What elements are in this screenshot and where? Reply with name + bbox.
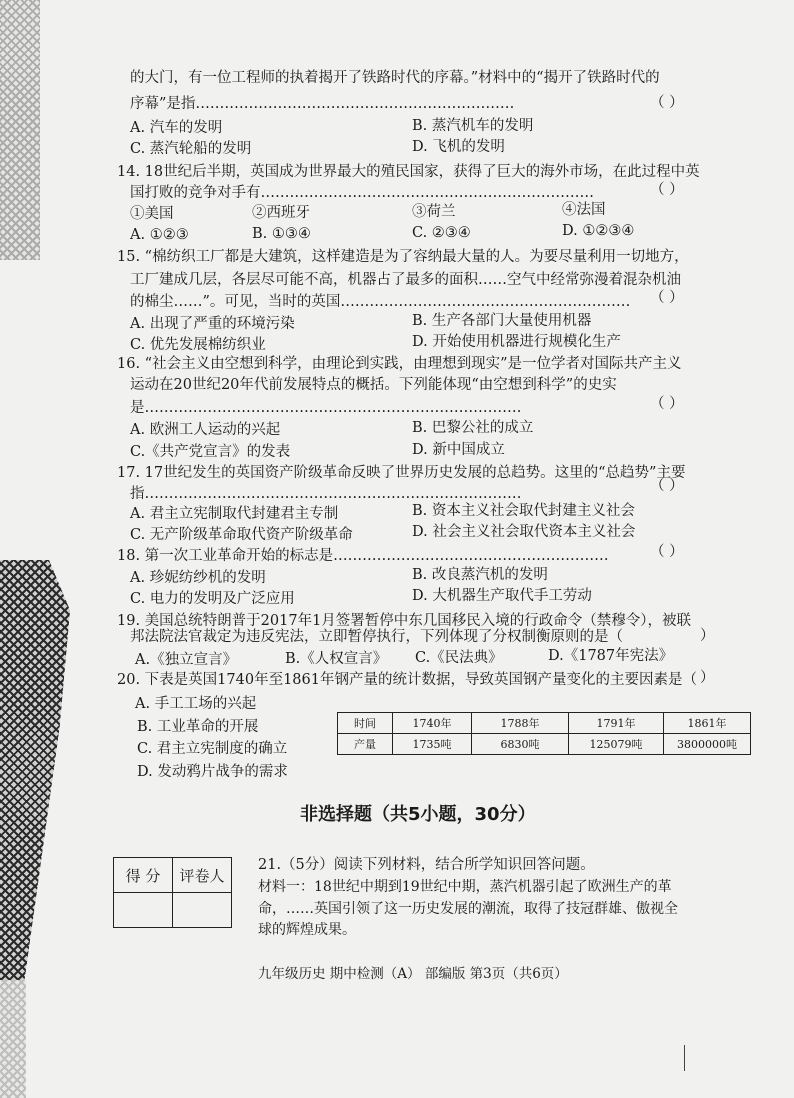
table-cell-year: 1861年 — [664, 713, 751, 734]
q17-stem-end: 指 — [130, 486, 145, 502]
table-row — [338, 734, 751, 755]
score-blank-cell[interactable] — [114, 893, 173, 928]
table-cell-output: 125079吨 — [569, 734, 664, 755]
table-row — [114, 858, 232, 893]
q13-stem-end: 序幕”是指 — [130, 96, 196, 112]
q15-line3: 的棉尘……”。可见，当时的英国…………………………………………………… — [130, 294, 631, 310]
q19-option-d: D.《1787年宪法》 — [548, 648, 674, 664]
q16-stem-end: 是 — [130, 400, 145, 416]
q15-line1: 15. “棉纺织工厂都是大建筑，这样建造是为了容纳最大量的人。为要尽量利用一切地方， — [117, 249, 689, 265]
q13-answer-paren[interactable]: （ ） — [650, 95, 684, 111]
q18-answer-paren[interactable]: （ ） — [650, 544, 684, 560]
q19-line1: 19. 美国总统特朗普于2017年1月签署暂停中东几国移民入境的行政命令（禁穆令），被联 — [117, 613, 692, 629]
scan-mark — [684, 1045, 685, 1071]
q15-stem-end: 的棉尘……”。可见，当时的英国 — [130, 294, 341, 310]
q20-option-a: A. 手工工场的兴起 — [135, 696, 257, 712]
page-footer: 九年级历史 期中检测（A） 部编版 第3页（共6页） — [258, 966, 568, 982]
score-header: 得 分 — [114, 858, 173, 893]
binding-edge-top — [0, 0, 40, 260]
q14-line2: 国打败的竞争对手有…………………………………………………………… — [130, 185, 594, 201]
q21-line3: 命，……英国引领了这一历史发展的潮流，取得了技冠群雄、傲视全 — [258, 901, 678, 917]
table-row — [338, 713, 751, 734]
q17-option-b: B. 资本主义社会取代封建主义社会 — [412, 503, 635, 519]
q14-stem-end: 国打败的竞争对手有 — [130, 185, 261, 201]
q15-option-c: C. 优先发展棉纺织业 — [130, 337, 266, 353]
q18-stem: 18. 第一次工业革命开始的标志是 — [117, 548, 334, 564]
q13-option-c: C. 蒸汽轮船的发明 — [130, 141, 252, 157]
binding-edge-bottom — [0, 980, 26, 1098]
q18-option-a: A. 珍妮纺纱机的发明 — [130, 570, 266, 586]
table-row-header-output: 产量 — [338, 734, 393, 755]
q19-answer-close[interactable]: ） — [700, 628, 715, 644]
q13-option-b: B. 蒸汽机车的发明 — [412, 118, 534, 134]
q14-line1: 14. 18世纪后半期，英国成为世界最大的殖民国家，获得了巨大的海外市场，在此过程中英 — [117, 164, 700, 180]
score-table — [113, 857, 232, 928]
table-cell-year: 1788年 — [472, 713, 569, 734]
q17-option-c: C. 无产阶级革命取代资产阶级革命 — [130, 527, 353, 543]
q18-option-d: D. 大机器生产取代手工劳动 — [412, 588, 592, 604]
table-cell-year: 1791年 — [569, 713, 664, 734]
q20-option-b: B. 工业革命的开展 — [137, 719, 259, 735]
q21-line4: 球的辉煌成果。 — [258, 922, 356, 938]
q17-answer-paren[interactable]: （ ） — [650, 478, 684, 494]
q18-option-b: B. 改良蒸汽机的发明 — [412, 567, 548, 583]
q20-line1: 20. 下表是英国1740年至1861年钢产量的统计数据，导致英国钢产量变化的主要因素是（ — [117, 672, 697, 688]
q21-line2: 材料一：18世纪中期到19世纪中期，蒸汽机器引起了欧洲生产的革 — [258, 879, 672, 895]
q16-line1: 16. “社会主义由空想到科学，由理论到实践，由理想到现实”是一位学者对国际共产主义 — [117, 356, 682, 372]
q15-option-a: A. 出现了严重的环境污染 — [130, 316, 295, 332]
table-cell-output: 3800000吨 — [664, 734, 751, 755]
q14-item-4: ④法国 — [562, 202, 606, 218]
q20-answer-close[interactable]: ） — [700, 670, 715, 686]
q17-line2: 指…………………………………………………………………… — [130, 486, 522, 502]
q19-option-c: C.《民法典》 — [415, 650, 503, 666]
q13-line2: 序幕”是指………………………………………………………… — [130, 96, 515, 112]
q16-option-b: B. 巴黎公社的成立 — [412, 420, 534, 436]
q13-option-d: D. 飞机的发明 — [412, 139, 505, 155]
table-cell-output: 1735吨 — [393, 734, 472, 755]
q14-answer-paren[interactable]: （ ） — [650, 182, 684, 198]
q19-option-b: B.《人权宣言》 — [285, 651, 388, 667]
q14-option-c: C. ②③④ — [412, 225, 471, 241]
q16-option-d: D. 新中国成立 — [412, 442, 505, 458]
q19-line2: 邦法院法官裁定为违反宪法，立即暂停执行，下列体现了分权制衡原则的是（ — [130, 629, 623, 645]
q17-option-d: D. 社会主义社会取代资本主义社会 — [412, 524, 636, 540]
table-cell-year: 1740年 — [393, 713, 472, 734]
table-cell-output: 6830吨 — [472, 734, 569, 755]
q19-option-a: A.《独立宣言》 — [135, 652, 238, 668]
q15-answer-paren[interactable]: （ ） — [650, 290, 684, 306]
q16-option-c: C.《共产党宣言》的发表 — [130, 444, 291, 460]
grader-header: 评卷人 — [173, 858, 232, 893]
q14-option-a: A. ①②③ — [130, 227, 189, 243]
q18-option-c: C. 电力的发明及广泛应用 — [130, 591, 295, 607]
table-row — [114, 893, 232, 928]
section-title: 非选择题（共5小题，30分） — [300, 804, 536, 825]
binding-edge-shadow — [0, 560, 70, 980]
q16-line2: 运动在20世纪20年代前发展特点的概括。下列能体现“由空想到科学”的史实 — [130, 377, 617, 393]
table-row-header-time: 时间 — [338, 713, 393, 734]
steel-output-table — [337, 712, 751, 755]
q14-option-b: B. ①③④ — [252, 226, 311, 242]
grader-blank-cell[interactable] — [173, 893, 232, 928]
q20-option-d: D. 发动鸦片战争的需求 — [137, 764, 288, 780]
q13-line1: 的大门，有一位工程师的执着揭开了铁路时代的序幕。”材料中的“揭开了铁路时代的 — [130, 70, 660, 86]
q13-option-a: A. 汽车的发明 — [130, 120, 223, 136]
q16-option-a: A. 欧洲工人运动的兴起 — [130, 422, 281, 438]
q21-line1: 21.（5分）阅读下列材料，结合所学知识回答问题。 — [258, 857, 595, 873]
q15-option-b: B. 生产各部门大量使用机器 — [412, 313, 592, 329]
q15-option-d: D. 开始使用机器进行规模化生产 — [412, 334, 621, 350]
q14-item-2: ②西班牙 — [252, 205, 310, 221]
q17-option-a: A. 君主立宪制取代封建君主专制 — [130, 506, 339, 522]
q16-line3: 是…………………………………………………………………… — [130, 400, 522, 416]
q15-line2: 工厂建成几层，各层尽可能不高，机器占了最多的面积……空气中经常弥漫着混杂机油 — [130, 272, 681, 288]
q16-answer-paren[interactable]: （ ） — [650, 396, 684, 412]
q14-item-3: ③荷兰 — [412, 204, 456, 220]
q17-line1: 17. 17世纪发生的英国资产阶级革命反映了世界历史发展的总趋势。这里的“总趋势”主要 — [117, 465, 686, 481]
q20-option-c: C. 君主立宪制度的确立 — [137, 741, 288, 757]
q14-option-d: D. ①②③④ — [562, 223, 635, 239]
q14-item-1: ①美国 — [130, 206, 174, 222]
q18-line1: 18. 第一次工业革命开始的标志是………………………………………………… — [117, 548, 609, 564]
